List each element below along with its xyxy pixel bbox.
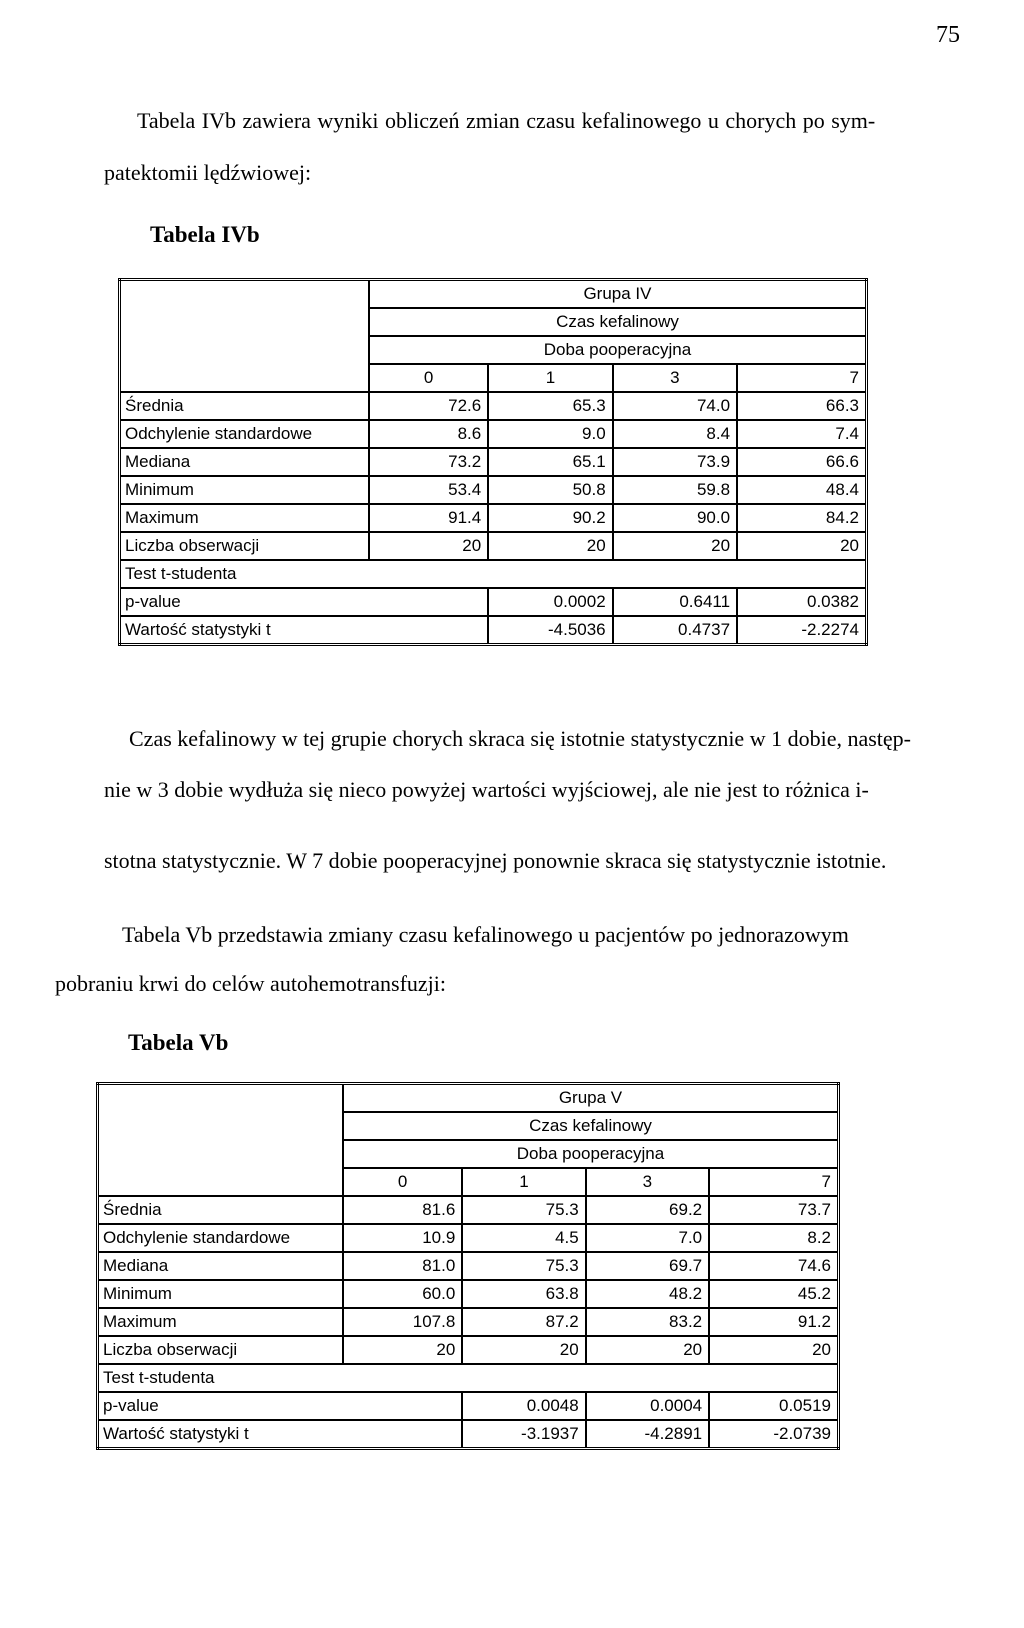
cell: -2.0739 [709,1420,838,1449]
table4-group: Grupa IV [369,280,867,309]
cell: 69.7 [586,1252,709,1280]
row-label: Średnia [120,392,369,420]
table-row [98,1336,839,1364]
row-label: Minimum [98,1280,343,1308]
cell: 74.6 [709,1252,838,1280]
cell: 0.0002 [488,588,612,616]
cell: 74.0 [613,392,737,420]
table4-corner [120,280,369,309]
cell: 20 [709,1336,838,1364]
table-row [120,448,867,476]
cell: 0.0519 [709,1392,838,1420]
cell: 87.2 [462,1308,585,1336]
cell: 7.4 [737,420,866,448]
cell: 75.3 [462,1196,585,1224]
intro1-line2: patektomii lędźwiowej: [104,160,312,185]
row-label: Średnia [98,1196,343,1224]
table-row [98,1308,839,1336]
cell: 0.0382 [737,588,866,616]
cell: 84.2 [737,504,866,532]
table5-test-label: Test t-studenta [98,1364,839,1392]
cell: 73.2 [369,448,488,476]
cell: 8.6 [369,420,488,448]
cell: 0.6411 [613,588,737,616]
table4-caption: Tabela IVb [150,222,260,247]
cell: 0.0048 [462,1392,585,1420]
row-label: Wartość statystyki t [120,616,489,645]
row-label: Minimum [120,476,369,504]
intro2-line2: pobraniu krwi do celów autohemotransfuzji: [55,971,447,996]
table-row [98,1392,839,1420]
cell: 20 [462,1336,585,1364]
intro2-line1: Tabela Vb przedstawia zmiany czasu kefalinowego u pacjentów po jednorazowym [122,922,849,947]
cell: 7.0 [586,1224,709,1252]
table4-day-label: Doba pooperacyjna [369,336,867,364]
cell: 8.2 [709,1224,838,1252]
cell: 91.4 [369,504,488,532]
row-label: p-value [120,588,489,616]
table-row [98,1280,839,1308]
cell: 66.3 [737,392,866,420]
cell: 60.0 [343,1280,462,1308]
cell: 65.1 [488,448,612,476]
cell: 65.3 [488,392,612,420]
cell: 0.0004 [586,1392,709,1420]
cell: 66.6 [737,448,866,476]
table-row [120,532,867,560]
table5-day-label: Doba pooperacyjna [343,1140,839,1168]
table5-day-header: 0 [343,1168,462,1196]
cell: 73.9 [613,448,737,476]
cell: 50.8 [488,476,612,504]
cell: 10.9 [343,1224,462,1252]
table-row [98,1420,839,1449]
row-label: Liczba obserwacji [120,532,369,560]
cell: 83.2 [586,1308,709,1336]
body1-line2: nie w 3 dobie wydłuża się nieco powyżej wartości wyjściowej, ale nie jest to różnica i- [104,777,869,802]
cell: 20 [586,1336,709,1364]
cell: 81.0 [343,1252,462,1280]
table4-measure: Czas kefalinowy [369,308,867,336]
row-label: Mediana [98,1252,343,1280]
table-row [120,420,867,448]
cell: 45.2 [709,1280,838,1308]
cell: 48.2 [586,1280,709,1308]
cell: 81.6 [343,1196,462,1224]
cell: 20 [613,532,737,560]
cell: 91.2 [709,1308,838,1336]
cell: 48.4 [737,476,866,504]
table4 [118,278,868,646]
row-label: Maximum [98,1308,343,1336]
cell: -4.2891 [586,1420,709,1449]
page-number: 75 [936,22,960,48]
table5-day-header: 7 [709,1168,838,1196]
cell: 107.8 [343,1308,462,1336]
cell: 8.4 [613,420,737,448]
table5-group: Grupa V [343,1084,839,1113]
cell: 73.7 [709,1196,838,1224]
cell: 90.0 [613,504,737,532]
table5-measure: Czas kefalinowy [343,1112,839,1140]
table5-caption: Tabela Vb [128,1030,229,1055]
cell: 0.4737 [613,616,737,645]
row-label: Mediana [120,448,369,476]
body1-line1: Czas kefalinowy w tej grupie chorych skraca się istotnie statystycznie w 1 dobie, następ- [129,726,911,751]
cell: 20 [343,1336,462,1364]
table5 [96,1082,840,1450]
intro1-line1: Tabela IVb zawiera wyniki obliczeń zmian czasu kefalinowego u chorych po sym- [137,108,876,133]
cell: 63.8 [462,1280,585,1308]
cell: -3.1937 [462,1420,585,1449]
cell: -2.2274 [737,616,866,645]
table5-day-header: 1 [462,1168,585,1196]
table4-day-header: 3 [613,364,737,392]
cell: 90.2 [488,504,612,532]
table-row [120,616,867,645]
table-row [120,476,867,504]
table5-day-header: 3 [586,1168,709,1196]
row-label: Odchylenie standardowe [120,420,369,448]
table-row [120,392,867,420]
row-label: Odchylenie standardowe [98,1224,343,1252]
table-row [98,1196,839,1224]
cell: 20 [488,532,612,560]
table4-day-header: 1 [488,364,612,392]
table4-day-header: 0 [369,364,488,392]
table4-test-label: Test t-studenta [120,560,867,588]
cell: 4.5 [462,1224,585,1252]
table5-corner [98,1084,343,1113]
cell: 72.6 [369,392,488,420]
cell: 9.0 [488,420,612,448]
table-row [120,588,867,616]
body1-line3: stotna statystycznie. W 7 dobie pooperacyjnej ponownie skraca się statystycznie istotnie. [104,848,887,873]
row-label: p-value [98,1392,463,1420]
cell: 59.8 [613,476,737,504]
cell: 20 [369,532,488,560]
table-row [120,504,867,532]
row-label: Liczba obserwacji [98,1336,343,1364]
cell: 53.4 [369,476,488,504]
cell: 20 [737,532,866,560]
cell: 75.3 [462,1252,585,1280]
row-label: Wartość statystyki t [98,1420,463,1449]
table-row [98,1252,839,1280]
row-label: Maximum [120,504,369,532]
cell: -4.5036 [488,616,612,645]
table-row [98,1224,839,1252]
table4-day-header: 7 [737,364,866,392]
cell: 69.2 [586,1196,709,1224]
